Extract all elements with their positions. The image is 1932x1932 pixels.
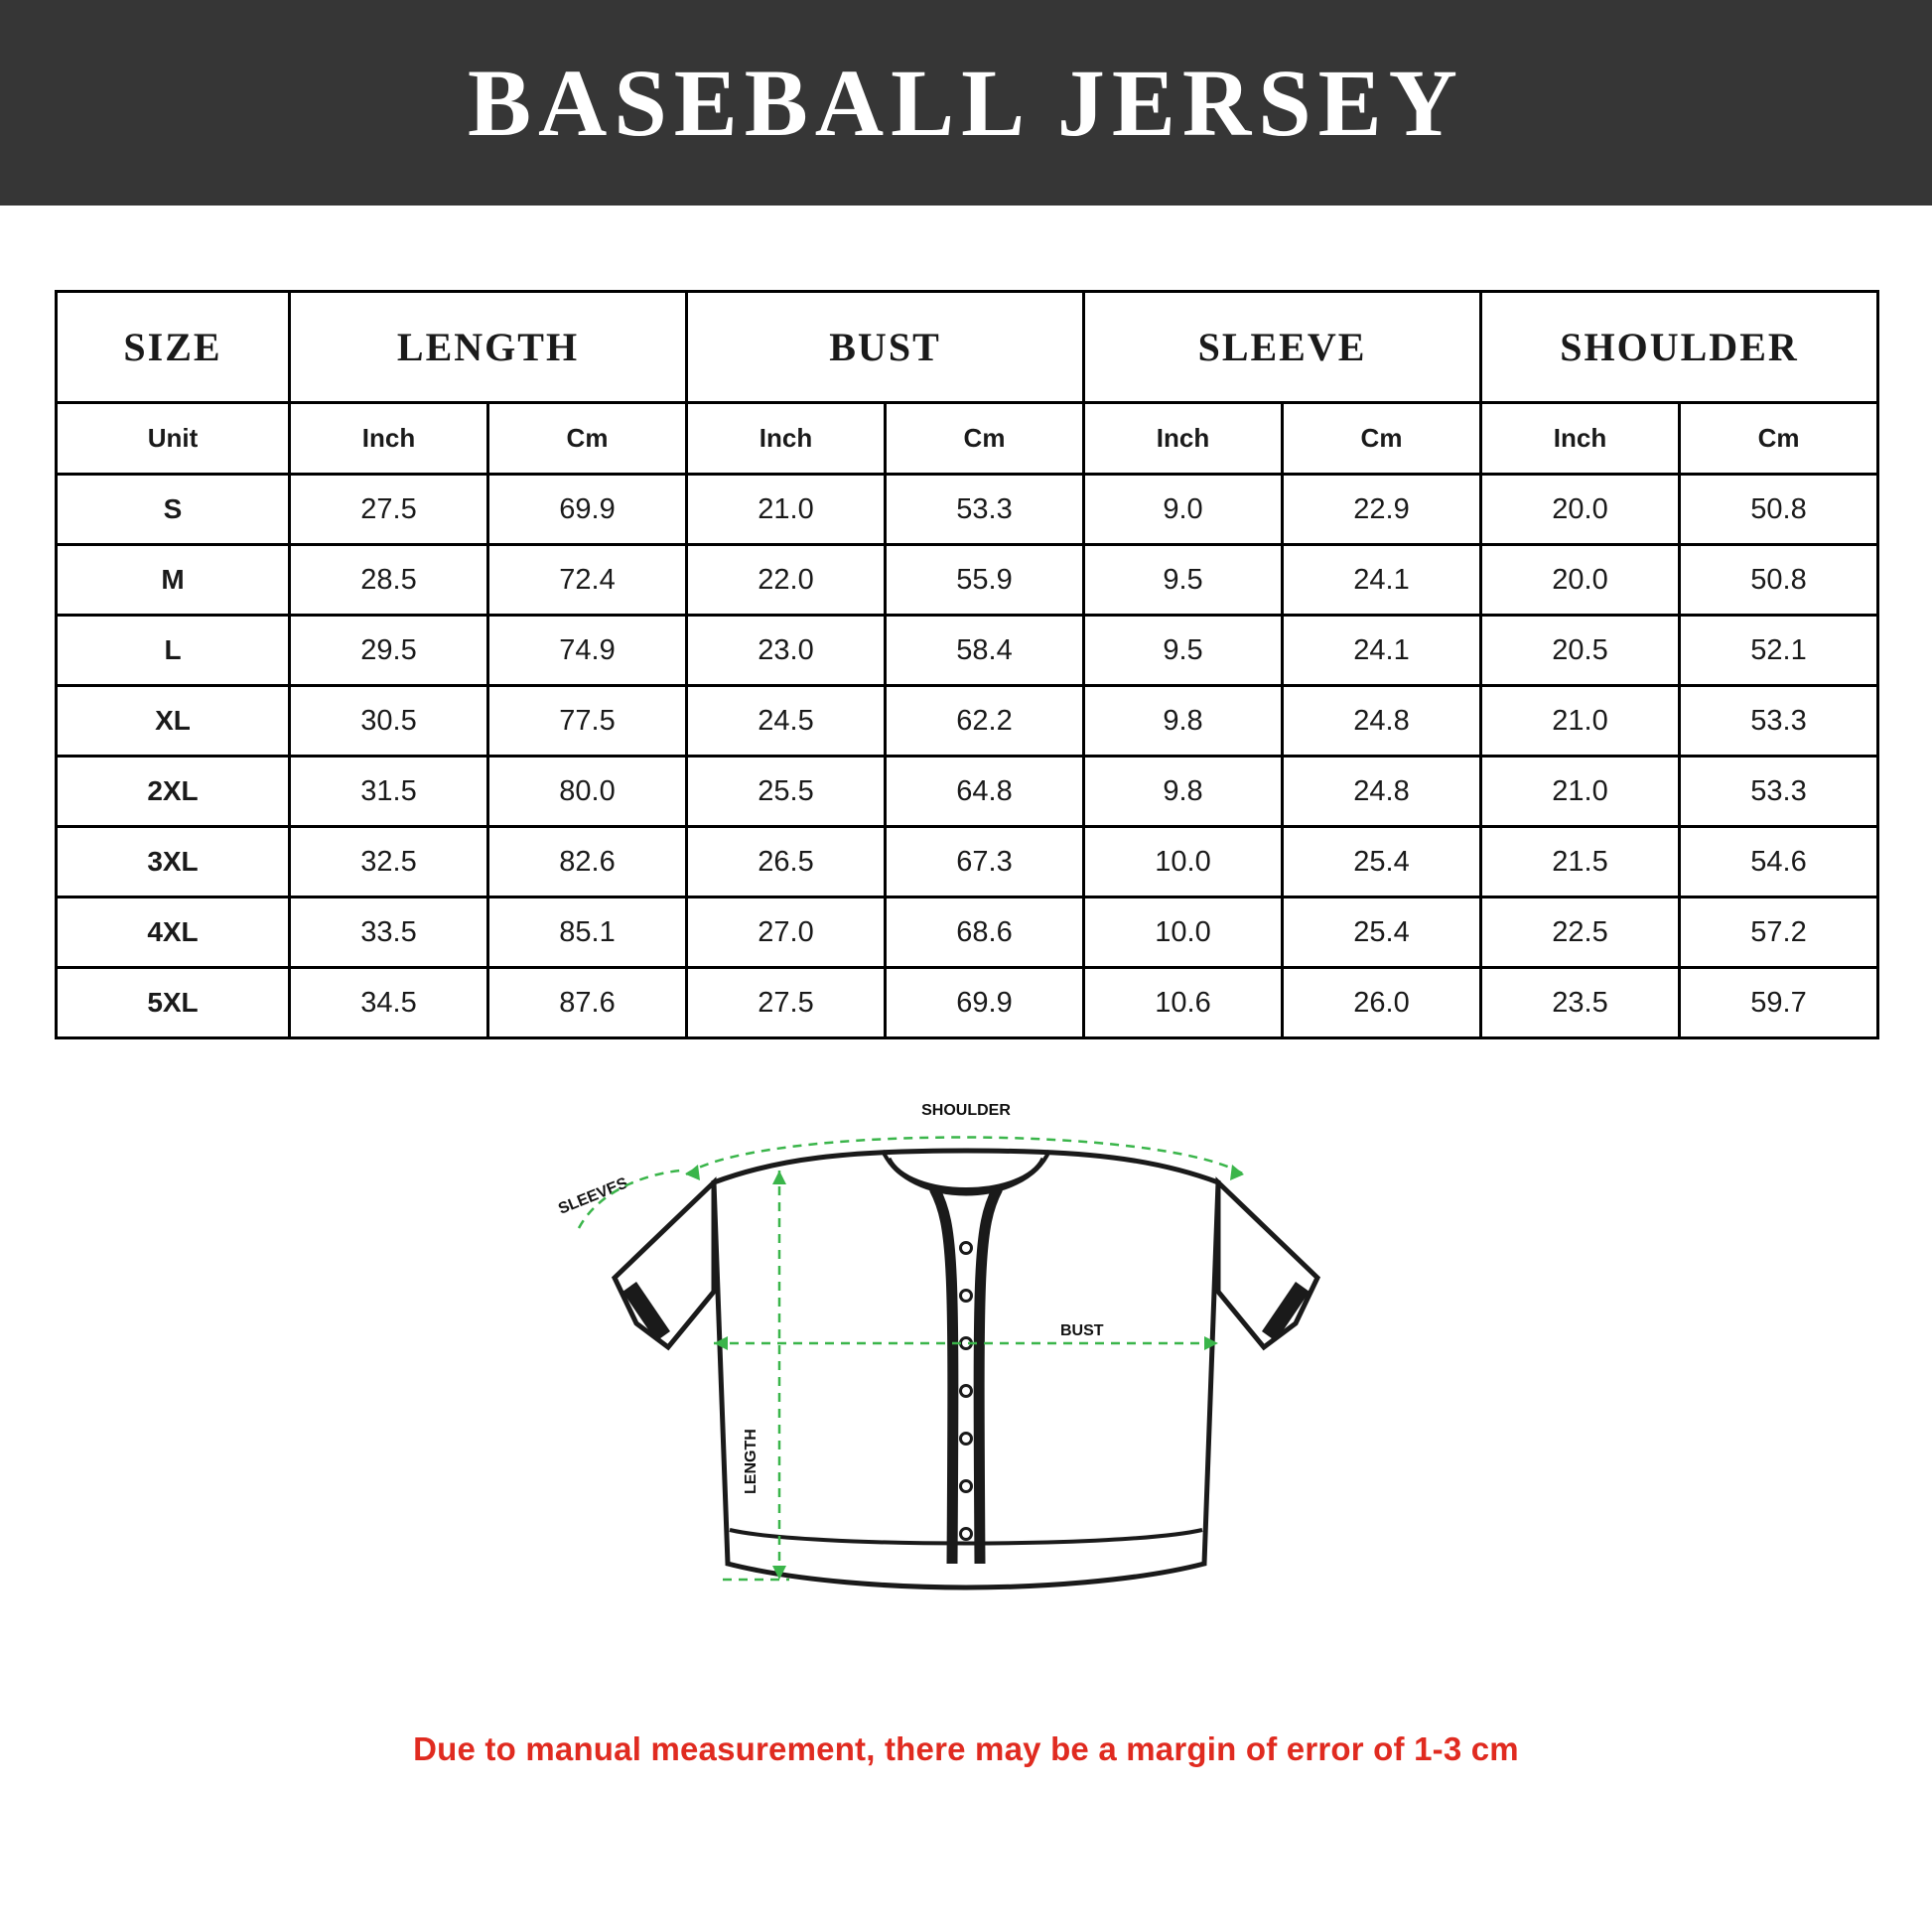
unit-sleeve-cm: Cm [1283, 403, 1481, 475]
jersey-torso [714, 1151, 1218, 1587]
cell-shoulder-inch: 21.0 [1481, 686, 1680, 757]
cell-sleeve-inch: 9.0 [1084, 475, 1283, 545]
column-header-sleeve: SLEEVE [1084, 292, 1481, 403]
cell-length-inch: 27.5 [290, 475, 488, 545]
unit-length-cm: Cm [488, 403, 687, 475]
cell-bust-cm: 67.3 [886, 827, 1084, 897]
cell-shoulder-cm: 50.8 [1680, 545, 1878, 616]
cell-sleeve-inch: 9.5 [1084, 545, 1283, 616]
cell-sleeve-inch: 10.0 [1084, 827, 1283, 897]
table-row [57, 827, 1878, 897]
cell-bust-cm: 55.9 [886, 545, 1084, 616]
cell-shoulder-inch: 21.5 [1481, 827, 1680, 897]
cell-size: XL [57, 686, 290, 757]
size-chart-table [55, 290, 1879, 1039]
cell-size: L [57, 616, 290, 686]
column-header-length: LENGTH [290, 292, 687, 403]
page-title: BASEBALL JERSEY [467, 49, 1464, 156]
unit-length-inch: Inch [290, 403, 488, 475]
cell-length-inch: 30.5 [290, 686, 488, 757]
cell-length-cm: 80.0 [488, 757, 687, 827]
jersey-button [961, 1243, 972, 1254]
unit-bust-cm: Cm [886, 403, 1084, 475]
cell-bust-inch: 24.5 [687, 686, 886, 757]
cell-bust-inch: 25.5 [687, 757, 886, 827]
jersey-button [961, 1291, 972, 1302]
page-header [0, 0, 1932, 206]
cell-bust-inch: 27.5 [687, 968, 886, 1038]
cell-bust-inch: 21.0 [687, 475, 886, 545]
cell-sleeve-inch: 9.8 [1084, 686, 1283, 757]
column-header-shoulder: SHOULDER [1481, 292, 1878, 403]
cell-shoulder-cm: 54.6 [1680, 827, 1878, 897]
cell-shoulder-inch: 21.0 [1481, 757, 1680, 827]
cell-size: 3XL [57, 827, 290, 897]
table-row [57, 686, 1878, 757]
cell-sleeve-cm: 22.9 [1283, 475, 1481, 545]
size-chart-container [0, 206, 1932, 1039]
table-row [57, 475, 1878, 545]
cell-sleeve-cm: 25.4 [1283, 827, 1481, 897]
jersey-button [961, 1434, 972, 1445]
table-row [57, 545, 1878, 616]
cell-bust-inch: 22.0 [687, 545, 886, 616]
cell-length-inch: 33.5 [290, 897, 488, 968]
table-row [57, 616, 1878, 686]
cell-shoulder-cm: 53.3 [1680, 757, 1878, 827]
cell-bust-inch: 23.0 [687, 616, 886, 686]
jersey-illustration [519, 1097, 1413, 1693]
cell-shoulder-inch: 22.5 [1481, 897, 1680, 968]
cell-bust-cm: 68.6 [886, 897, 1084, 968]
column-header-size: SIZE [57, 292, 290, 403]
cell-length-inch: 31.5 [290, 757, 488, 827]
jersey-button [961, 1529, 972, 1540]
jersey-left-sleeve [615, 1182, 714, 1347]
jersey-button [961, 1481, 972, 1492]
jersey-right-sleeve [1218, 1182, 1317, 1347]
cell-size: 4XL [57, 897, 290, 968]
cell-bust-cm: 64.8 [886, 757, 1084, 827]
unit-sleeve-inch: Inch [1084, 403, 1283, 475]
cell-sleeve-inch: 9.5 [1084, 616, 1283, 686]
cell-shoulder-inch: 20.0 [1481, 475, 1680, 545]
cell-size: M [57, 545, 290, 616]
cell-bust-cm: 62.2 [886, 686, 1084, 757]
table-row [57, 897, 1878, 968]
cell-sleeve-cm: 24.8 [1283, 686, 1481, 757]
label-bust: BUST [1060, 1322, 1104, 1339]
cell-length-cm: 82.6 [488, 827, 687, 897]
measurement-disclaimer: Due to manual measurement, there may be a margin of error of 1-3 cm [413, 1730, 1519, 1767]
cell-shoulder-inch: 20.0 [1481, 545, 1680, 616]
cell-sleeve-cm: 26.0 [1283, 968, 1481, 1038]
table-row [57, 757, 1878, 827]
unit-shoulder-inch: Inch [1481, 403, 1680, 475]
cell-length-inch: 29.5 [290, 616, 488, 686]
cell-shoulder-cm: 57.2 [1680, 897, 1878, 968]
cell-shoulder-cm: 59.7 [1680, 968, 1878, 1038]
cell-length-cm: 87.6 [488, 968, 687, 1038]
label-shoulder: SHOULDER [921, 1102, 1011, 1119]
cell-shoulder-inch: 20.5 [1481, 616, 1680, 686]
cell-length-inch: 32.5 [290, 827, 488, 897]
cell-sleeve-inch: 9.8 [1084, 757, 1283, 827]
unit-label: Unit [57, 403, 290, 475]
cell-bust-inch: 27.0 [687, 897, 886, 968]
cell-length-cm: 72.4 [488, 545, 687, 616]
cell-length-inch: 34.5 [290, 968, 488, 1038]
cell-length-cm: 74.9 [488, 616, 687, 686]
unit-bust-inch: Inch [687, 403, 886, 475]
label-length: LENGTH [743, 1429, 759, 1494]
cell-length-cm: 69.9 [488, 475, 687, 545]
cell-shoulder-inch: 23.5 [1481, 968, 1680, 1038]
cell-bust-cm: 69.9 [886, 968, 1084, 1038]
cell-sleeve-cm: 24.1 [1283, 616, 1481, 686]
cell-size: 5XL [57, 968, 290, 1038]
cell-sleeve-inch: 10.0 [1084, 897, 1283, 968]
cell-shoulder-cm: 52.1 [1680, 616, 1878, 686]
table-row [57, 968, 1878, 1038]
cell-length-cm: 77.5 [488, 686, 687, 757]
cell-size: S [57, 475, 290, 545]
cell-size: 2XL [57, 757, 290, 827]
cell-sleeve-cm: 24.8 [1283, 757, 1481, 827]
column-header-bust: BUST [687, 292, 1084, 403]
cell-shoulder-cm: 50.8 [1680, 475, 1878, 545]
cell-bust-cm: 58.4 [886, 616, 1084, 686]
table-group-header-row [57, 292, 1878, 403]
jersey-button [961, 1386, 972, 1397]
cell-sleeve-cm: 25.4 [1283, 897, 1481, 968]
measurement-diagram [0, 1097, 1932, 1713]
label-sleeves: SLEEVES [556, 1174, 630, 1218]
table-unit-row [57, 403, 1878, 475]
unit-shoulder-cm: Cm [1680, 403, 1878, 475]
cell-length-cm: 85.1 [488, 897, 687, 968]
cell-length-inch: 28.5 [290, 545, 488, 616]
cell-sleeve-inch: 10.6 [1084, 968, 1283, 1038]
cell-bust-cm: 53.3 [886, 475, 1084, 545]
cell-sleeve-cm: 24.1 [1283, 545, 1481, 616]
cell-shoulder-cm: 53.3 [1680, 686, 1878, 757]
cell-bust-inch: 26.5 [687, 827, 886, 897]
